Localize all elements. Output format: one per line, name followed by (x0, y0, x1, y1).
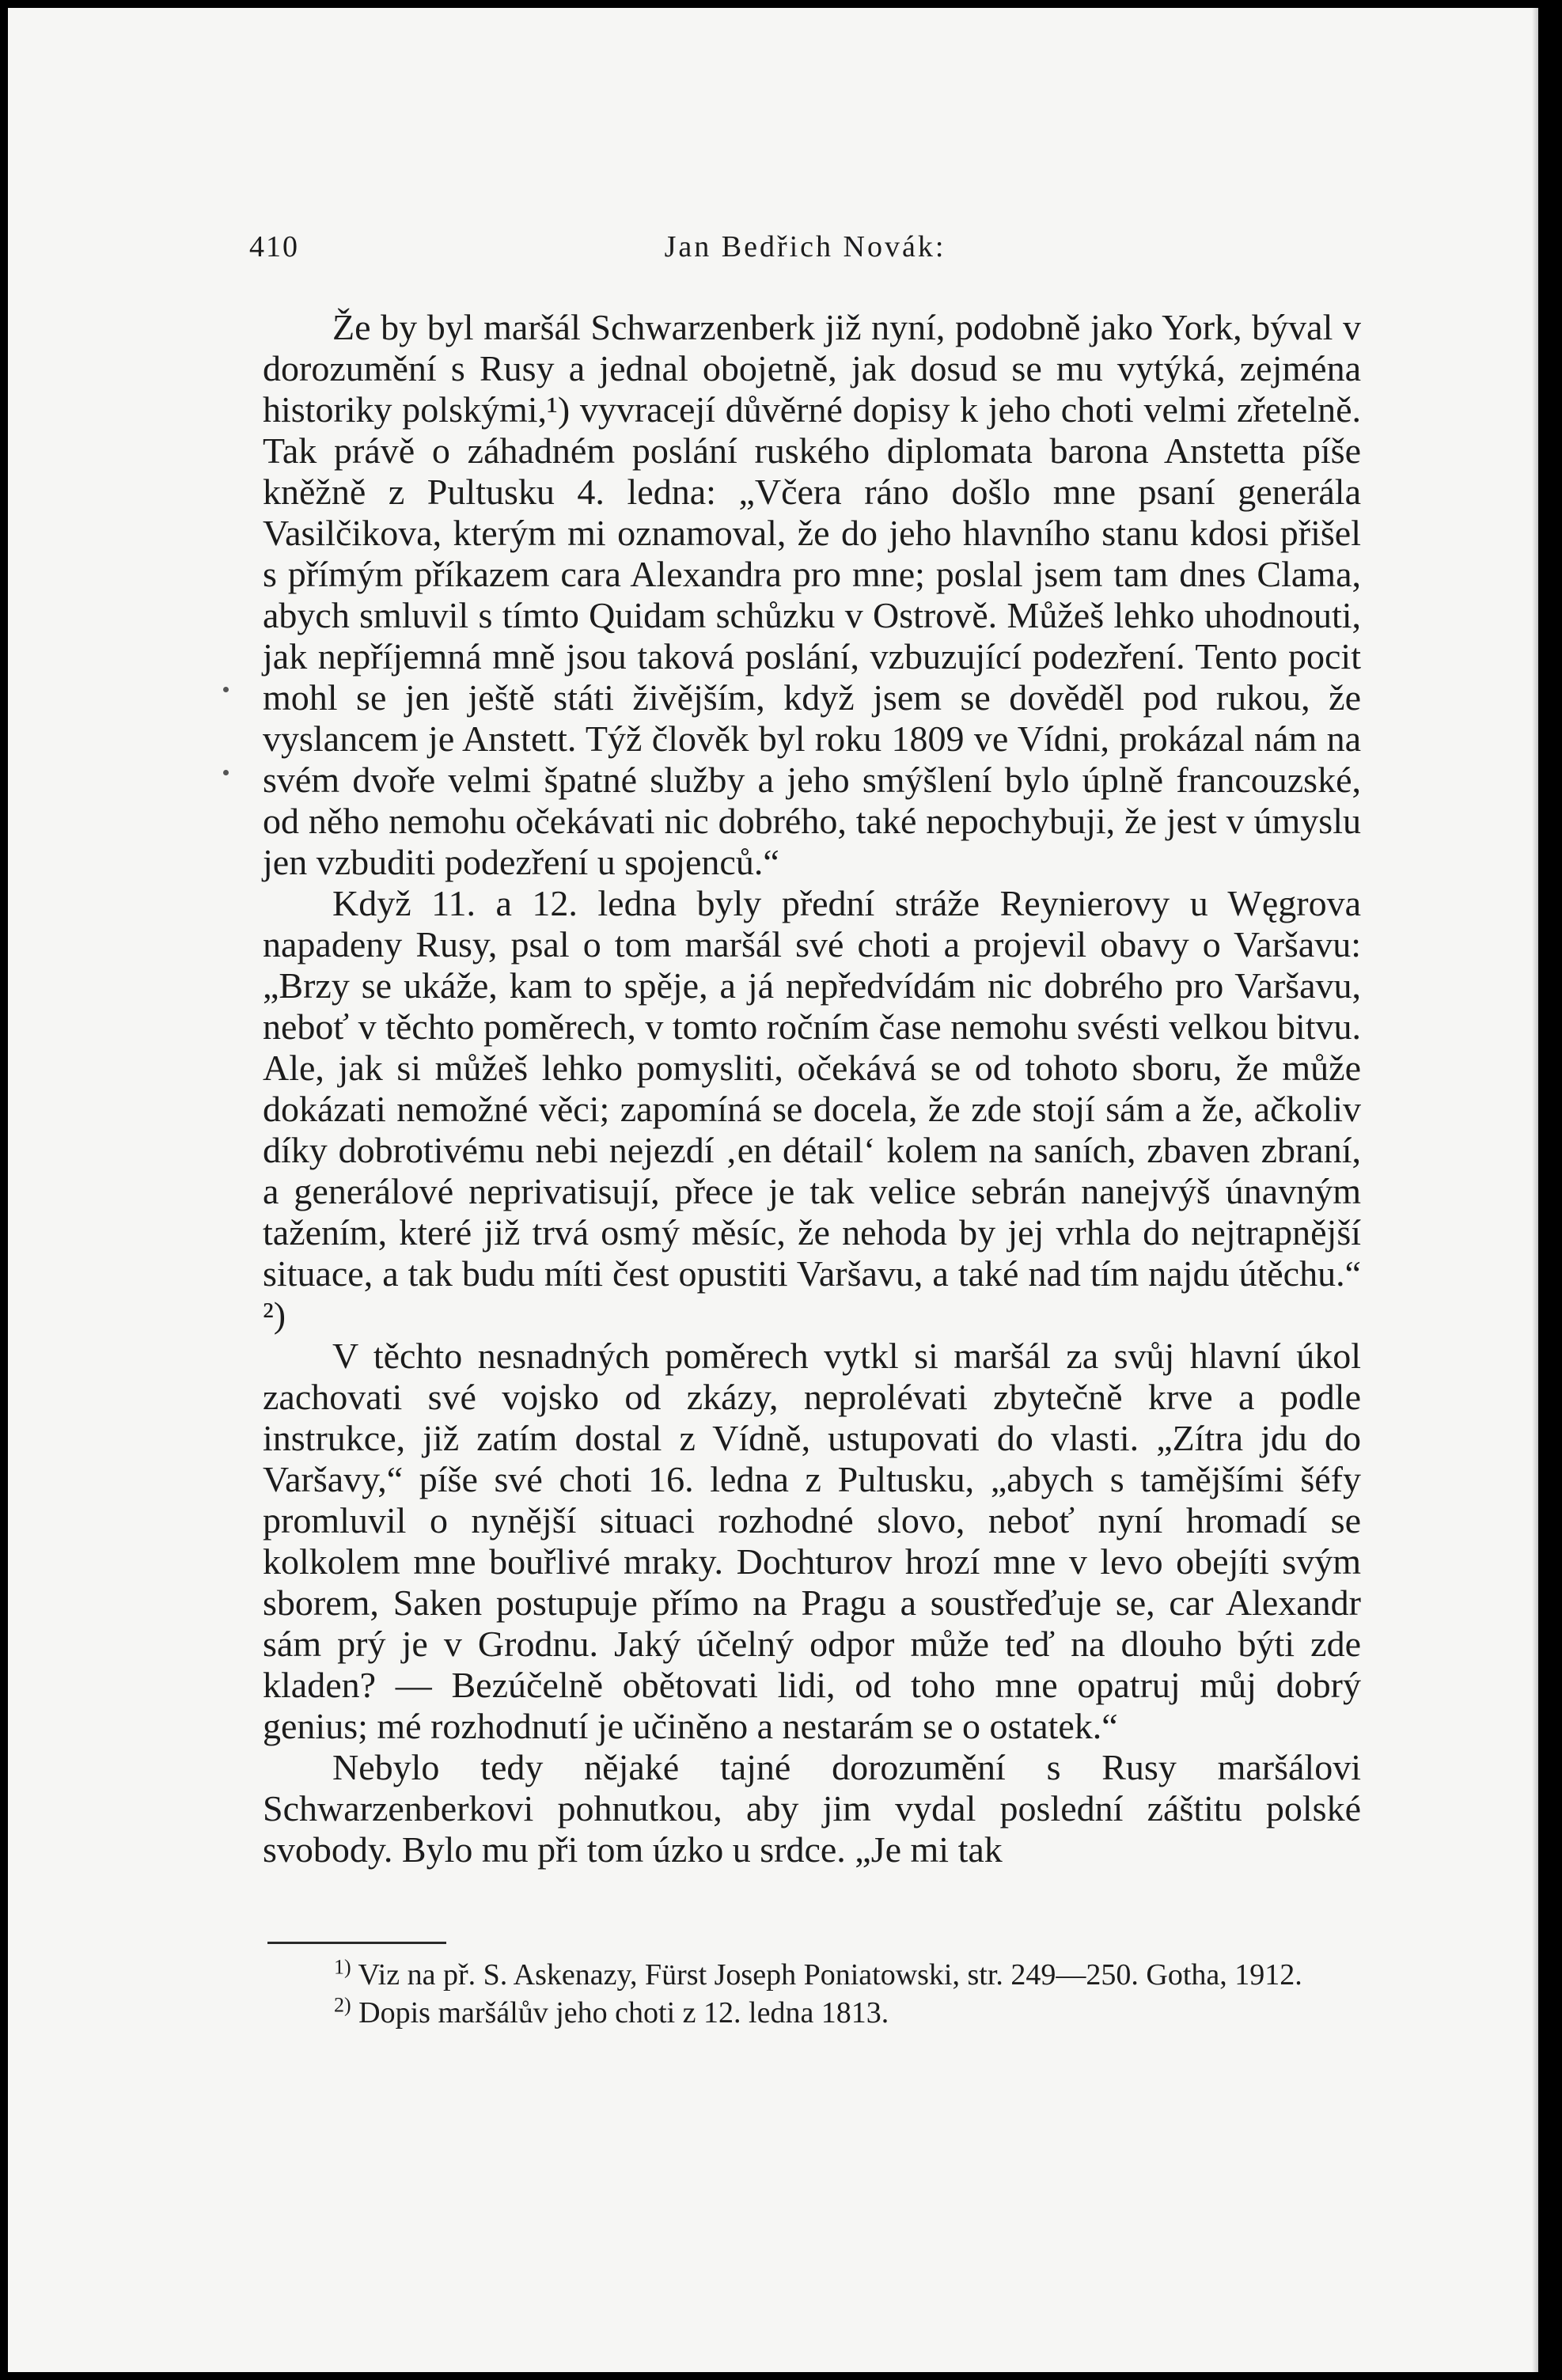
paragraph: V těchto nesnadných poměrech vytkl si maršál za svůj hlavní úkol zachovati své vojsko od zkázy, neprolévati zbytečně krve a podle instrukce, již zatím dostal z Vídně, ustupovati do vlasti. „Zítra jdu do Varšavy,“ píše své choti 16. ledna z Pultusku, „abych s tamějšími šéfy promluvil o nynější situaci rozhodné slovo, neboť nyní hromadí se kolkolem mne bouřlivé mraky. Dochturov hrozí mne v levo obejíti svým sborem, Saken postupuje přímo na Pragu a soustřeďuje se, car Alexandr sám prý je v Grodnu. Jaký účelný odpor může teď na dlouho býti zde kladen? — Bezúčelně obětovati lidi, od toho mne opatruj můj dobrý genius; mé rozhodnutí je učiněno a nestarám se o ostatek.“ (263, 1336, 1361, 1746)
paragraph: Že by byl maršál Schwarzenberk již nyní, podobně jako York, býval v dorozumění s Rusy a jednal obojetně, jak dosud se mu vytýká, zejména historiky polskými,¹) vyvracejí důvěrné dopisy k jeho choti velmi zřetelně. Tak právě o záhadném poslání ruského diplomata barona Anstetta píše kněžně z Pultusku 4. ledna: „Včera ráno došlo mne psaní generála Vasilčikova, kterým mi oznamoval, že do jeho hlavního stanu kdosi přišel s přímým příkazem cara Alexandra pro mne; poslal jsem tam dnes Clama, abych smluvil s tímto Quidam schůzku v Ostrově. Můžeš lehko uhodnouti, jak nepříjemná mně jsou taková poslání, vzbuzující podezření. Tento pocit mohl se jen ještě státi živějším, když jsem se dověděl pod rukou, že vyslancem je Anstett. Týž člověk byl roku 1809 ve Vídni, prokázal nám na svém dvoře velmi špatné služby a jeho smýšlení bylo úplně francouzské, od něho nemohu očekávati nic dobrého, také nepochybuji, že jest v úmyslu jen vzbuditi podezření u spojenců.“ (263, 307, 1361, 882)
running-title: Jan Bedřich Novák: (664, 230, 946, 263)
page-edge-shadow (1532, 8, 1538, 2372)
footnote (263, 1956, 1361, 1994)
paragraph: Když 11. a 12. ledna byly přední stráže Reynierovy u Węgrova napadeny Rusy, psal o tom maršál své choti a projevil obavy o Varšavu: „Brzy se ukáže, kam to spěje, a já nepředvídám nic dobrého pro Varšavu, neboť v těchto poměrech, v tomto ročním čase nemohu svésti velkou bitvu. Ale, jak si můžeš lehko pomysliti, očekává se od tohoto sboru, že může dokázati nemožné věci; zapomíná se docela, že zde stojí sám a že, ačkoliv díky dobrotivému nebi nejezdí ‚en détail‘ kolem na saních, zbaven zbraní, a generálové neprivatisují, přece je tak velice sebrán nanejvýš únavným tažením, které již trvá osmý měsíc, že nehoda by jej vrhla do nejtrapnější situace, a tak budu míti čest opustiti Varšavu, a také nad tím najdu útěchu.“ ²) (263, 883, 1361, 1335)
footnote-mark: 2) (334, 1993, 351, 2017)
body-text (263, 307, 1361, 1870)
paragraph: Nebylo tedy nějaké tajné dorozumění s Rusy maršálovi Schwarzenberkovi pohnutkou, aby jim vydal poslední záštitu polské svobody. Bylo mu při tom úzko u srdce. „Je mi tak (263, 1747, 1361, 1870)
page-number: 410 (249, 230, 299, 263)
footnotes (263, 1956, 1361, 2032)
footnote-rule (267, 1942, 446, 1944)
page-header (249, 229, 1361, 269)
footnote-mark: 1) (334, 1955, 351, 1979)
footnote (263, 1994, 1361, 2032)
footnote-text: Dopis maršálův jeho choti z 12. ledna 1813. (358, 1996, 889, 2029)
scan-border (1540, 0, 1562, 2380)
footnote-text: Viz na př. S. Askenazy, Fürst Joseph Poniatowski, str. 249—250. Gotha, 1912. (358, 1958, 1302, 1992)
scanned-page (8, 8, 1538, 2372)
scan-speck (223, 687, 229, 692)
scan-speck (223, 770, 229, 775)
